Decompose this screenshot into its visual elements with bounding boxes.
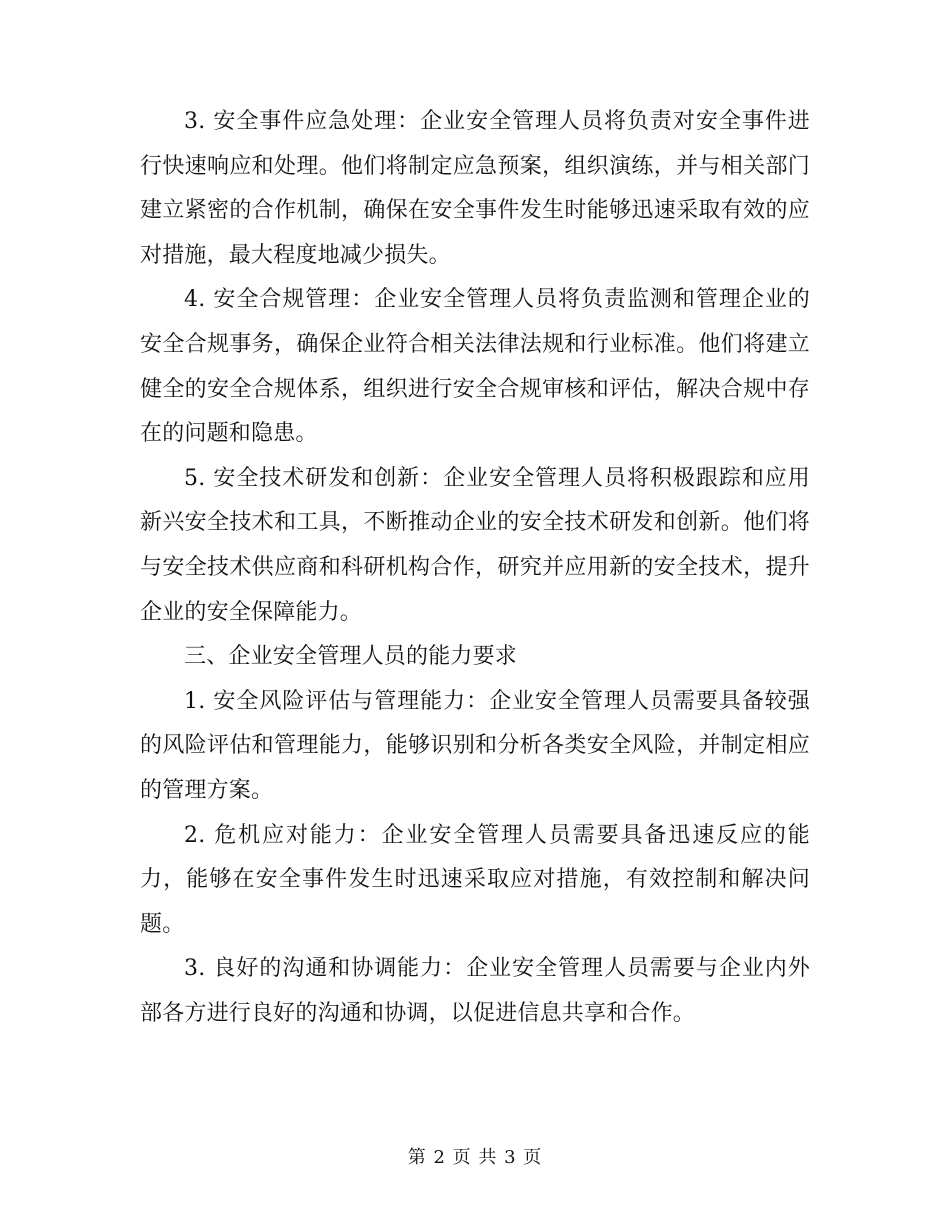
paragraph-compliance-management: 4. 安全合规管理：企业安全管理人员将负责监测和管理企业的安全合规事务，确保企业符合相关法律法规和行业标准。他们将建立健全的安全合规体系，组织进行安全合规审核和评估，解决合规中存在的问题和隐患。 <box>140 287 810 447</box>
requirement-communication: 3. 良好的沟通和协调能力：企业安全管理人员需要与企业内外部各方进行良好的沟通和协调，以促进信息共享和合作。 <box>140 956 810 1026</box>
section-heading: 三、企业安全管理人员的能力要求 <box>184 644 518 670</box>
document-body <box>140 100 810 1036</box>
requirement-risk-assessment: 1. 安全风险评估与管理能力：企业安全管理人员需要具备较强的风险评估和管理能力，能够识别和分析各类安全风险，并制定相应的管理方案。 <box>140 688 810 803</box>
paragraph-tech-research: 5. 安全技术研发和创新：企业安全管理人员将积极跟踪和应用新兴安全技术和工具，不断推动企业的安全技术研发和创新。他们将与安全技术供应商和科研机构合作，研究并应用新的安全技术，提升企业的安全保障能力。 <box>140 465 810 625</box>
paragraph-emergency-response: 3. 安全事件应急处理：企业安全管理人员将负责对安全事件进行快速响应和处理。他们将制定应急预案，组织演练，并与相关部门建立紧密的合作机制，确保在安全事件发生时能够迅速采取有效的应对措施，最大程度地减少损失。 <box>140 109 810 268</box>
requirement-crisis-response: 2. 危机应对能力：企业安全管理人员需要具备迅速反应的能力，能够在安全事件发生时迅速采取应对措施，有效控制和解决问题。 <box>140 822 810 937</box>
page-number-footer: 第 2 页 共 3 页 <box>407 1147 543 1168</box>
